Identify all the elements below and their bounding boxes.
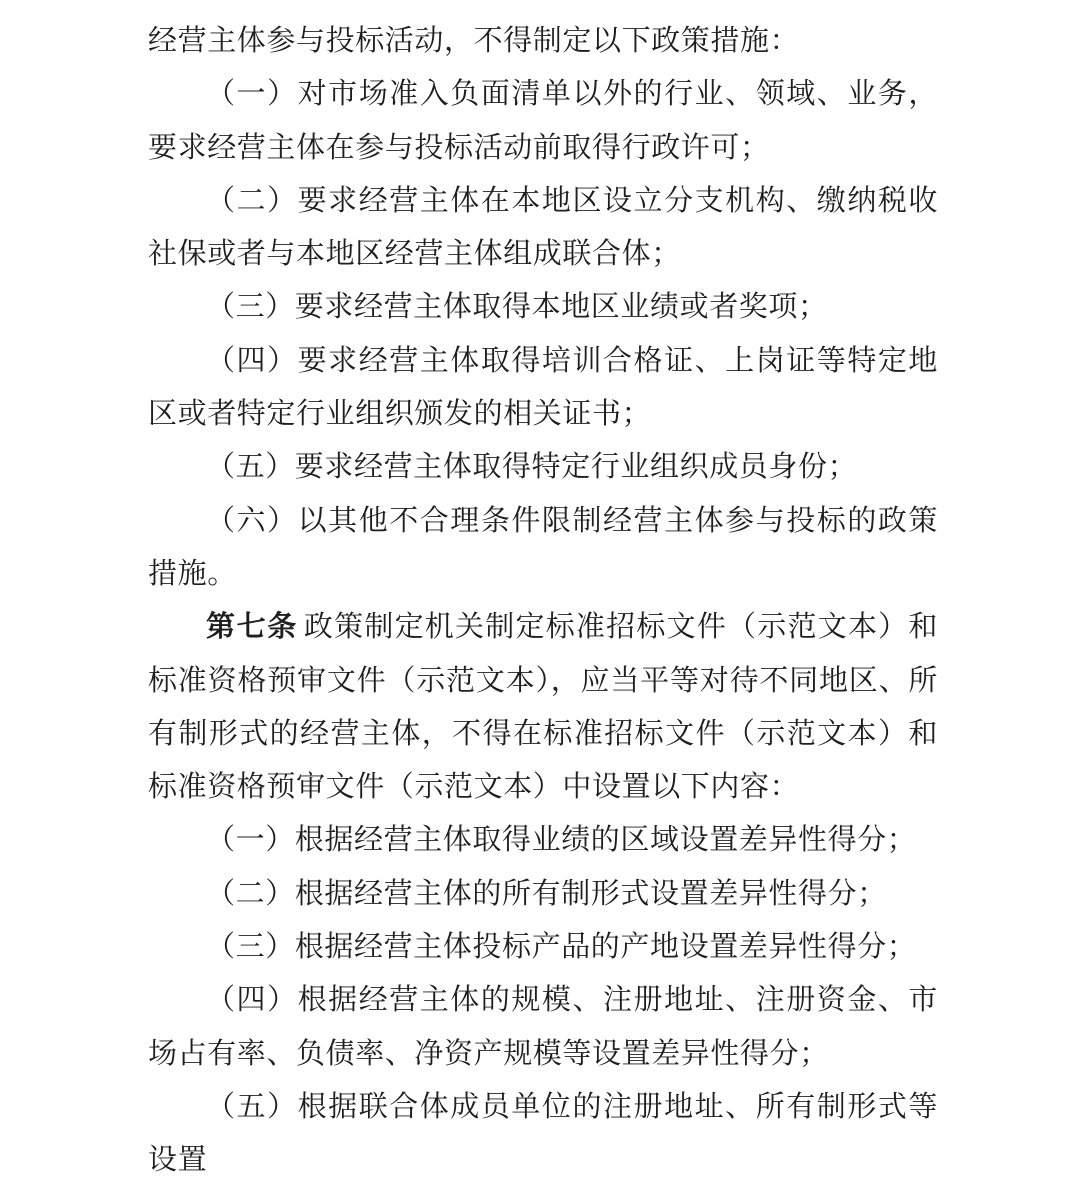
article6-item-5: （五）要求经营主体取得特定行业组织成员身份；	[206, 449, 858, 484]
article7-item-4: （四）根据经营主体的规模、注册地址、注册资金、市场占有率、负债率、净资产规模等设置差异性得分；	[148, 982, 938, 1070]
article7-label: 第七条	[206, 609, 298, 644]
document-body	[148, 14, 938, 1187]
article6-item-3: （三）要求经营主体取得本地区业绩或者奖项；	[206, 289, 828, 324]
article7-paragraph	[148, 600, 938, 813]
paragraph-intro-tail: 经营主体参与投标活动，不得制定以下政策措施：	[148, 23, 800, 57]
article7-item-3: （三）根据经营主体投标产品的产地设置差异性得分；	[206, 929, 917, 964]
article6-item-6: （六）以其他不合理条件限制经营主体参与投标的政策措施。	[148, 502, 938, 590]
article7-text: 政策制定机关制定标准招标文件（示范文本）和标准资格预审文件（示范文本），应当平等对待不同地区、所有制形式的经营主体，不得在标准招标文件（示范文本）和标准资格预审文件（示范文本）中设置以下内容：	[148, 609, 938, 804]
article7-item-5: （五）根据联合体成员单位的注册地址、所有制形式等设置	[148, 1088, 938, 1177]
article6-item-4: （四）要求经营主体取得培训合格证、上岗证等特定地区或者特定行业组织颁发的相关证书；	[148, 342, 938, 431]
article6-item-1: （一）对市场准入负面清单以外的行业、领域、业务，要求经营主体在参与投标活动前取得行政许可；	[148, 76, 938, 164]
article7-item-2: （二）根据经营主体的所有制形式设置差异性得分；	[206, 875, 887, 910]
article7-item-1: （一）根据经营主体取得业绩的区域设置差异性得分；	[206, 822, 917, 857]
article6-item-2: （二）要求经营主体在本地区设立分支机构、缴纳税收社保或者与本地区经营主体组成联合体；	[148, 182, 938, 271]
